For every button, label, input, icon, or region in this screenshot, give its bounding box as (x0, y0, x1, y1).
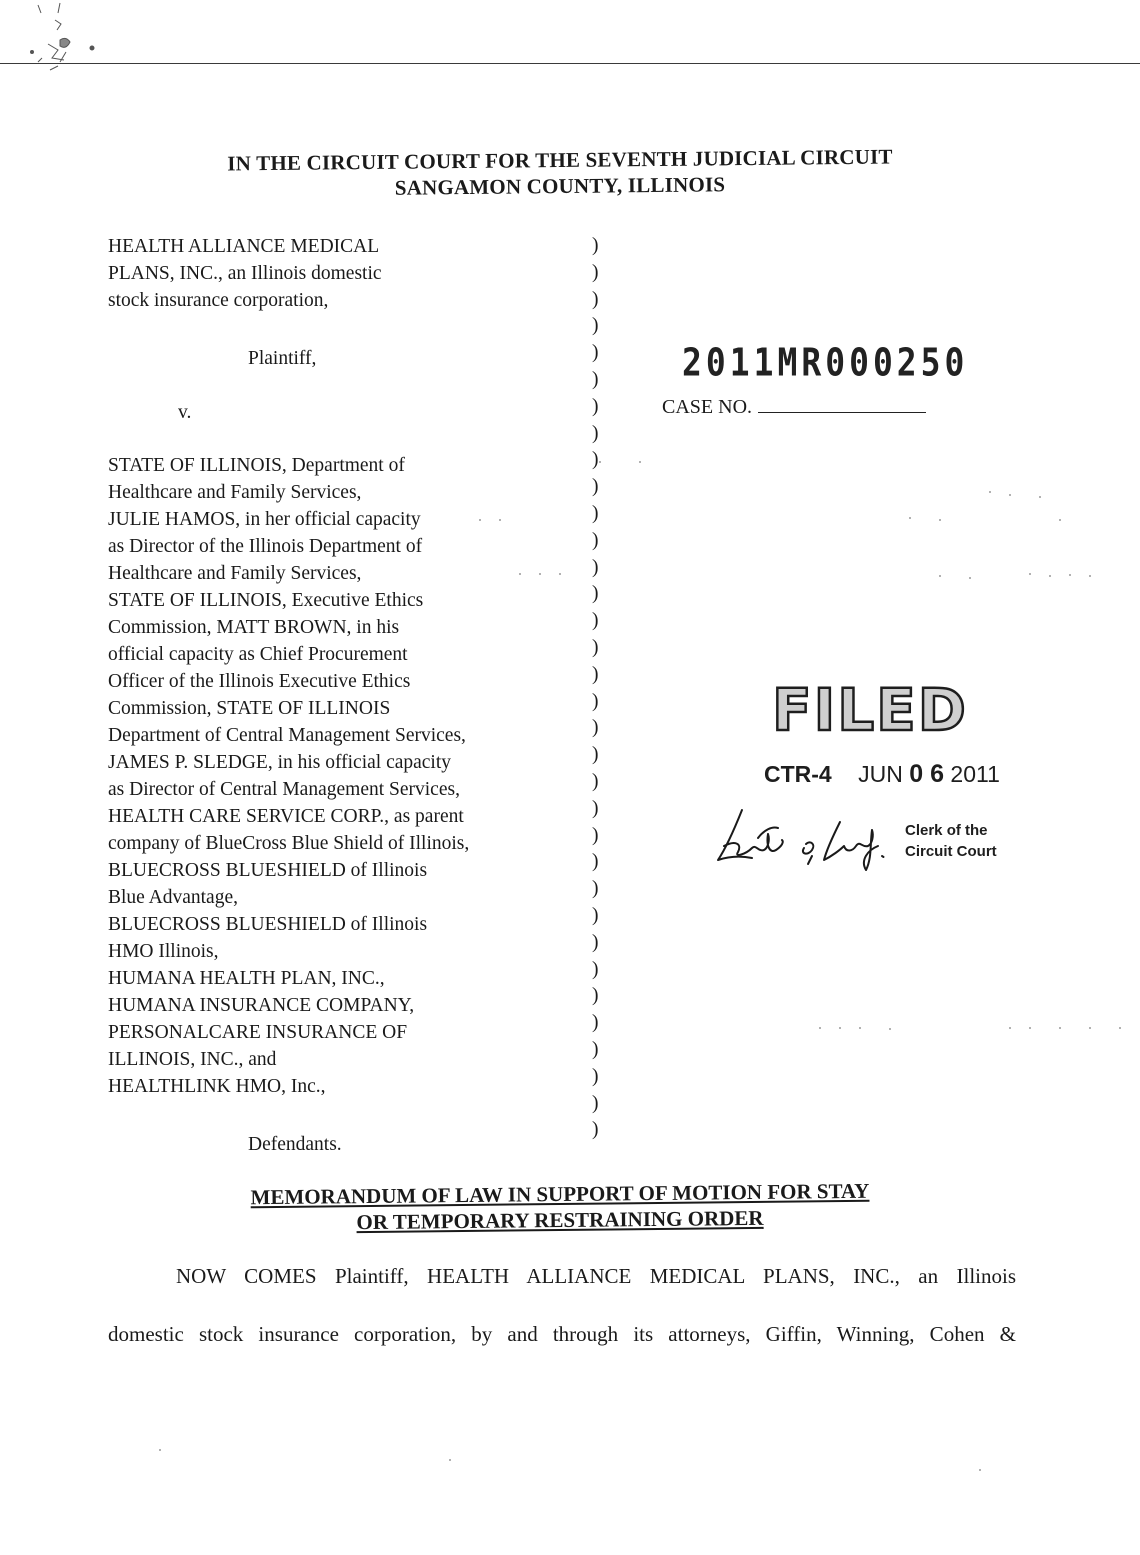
paren: ) (592, 342, 599, 364)
defendant-line: as Director of Central Management Services, (108, 779, 460, 800)
defendant-line: Commission, MATT BROWN, in his (108, 617, 400, 638)
paren: ) (592, 1012, 599, 1034)
defendant-line: Officer of the Illinois Executive Ethics (108, 671, 411, 692)
paren: ) (592, 529, 599, 551)
paren: ) (592, 502, 599, 524)
paren: ) (592, 422, 599, 444)
caption-parenthesis-column (592, 233, 599, 1144)
paren: ) (592, 636, 599, 658)
defendant-line: Blue Advantage, (108, 887, 238, 908)
case-number-stamp: 2011MR000250 (682, 340, 969, 385)
paren: ) (592, 235, 599, 256)
paren: ) (592, 261, 599, 283)
paren: ) (592, 904, 599, 926)
paren: ) (592, 583, 599, 605)
paren: ) (592, 1038, 599, 1060)
paren: ) (592, 851, 599, 873)
plaintiff-line: PLANS, INC., an Illinois domestic (108, 263, 382, 284)
paren: ) (592, 1065, 599, 1087)
defendant-line: STATE OF ILLINOIS, Department of (108, 455, 405, 476)
paren: ) (592, 797, 599, 819)
clerk-label (905, 820, 997, 862)
plaintiff-block (108, 233, 382, 314)
paren: ) (592, 449, 599, 471)
defendant-line: official capacity as Chief Procurement (108, 644, 408, 665)
paren: ) (592, 288, 599, 310)
filed-stamp: FILED (772, 676, 968, 744)
defendant-line: Healthcare and Family Services, (108, 482, 362, 503)
paren: ) (592, 985, 599, 1007)
paren: ) (592, 368, 599, 390)
defendant-line: PERSONALCARE INSURANCE OF (108, 1022, 408, 1043)
versus: v. (178, 402, 192, 423)
paren: ) (592, 1119, 599, 1141)
defendant-line: JAMES P. SLEDGE, in his official capacity (108, 752, 452, 773)
paren: ) (592, 663, 599, 685)
body-paragraph-line-2: domestic stock insurance corporation, by and through its attorneys, Giffin, Winning, Cohen & (108, 1322, 1016, 1346)
plaintiff-line: HEALTH ALLIANCE MEDICAL (108, 236, 380, 257)
defendant-line: HUMANA HEALTH PLAN, INC., (108, 968, 385, 989)
defendant-line: Department of Central Management Services, (108, 725, 466, 746)
paren: ) (592, 717, 599, 739)
defendant-line: as Director of the Illinois Department of (108, 536, 423, 557)
paren: ) (592, 1092, 599, 1114)
filed-stamp-date (764, 760, 1000, 789)
case-no-label: CASE NO. (662, 396, 753, 418)
stamp-day: 0 6 (909, 760, 945, 788)
paren: ) (592, 476, 599, 498)
defendant-line: HUMANA INSURANCE COMPANY, (108, 995, 415, 1016)
paren: ) (592, 824, 599, 846)
defendants-role: Defendants. (248, 1134, 342, 1155)
scan-edge-line (0, 63, 1140, 64)
defendant-line: JULIE HAMOS, in her official capacity (108, 509, 421, 530)
memo-title-line-1: MEMORANDUM OF LAW IN SUPPORT OF MOTION FOR STAY (250, 1178, 870, 1210)
paren: ) (592, 958, 599, 980)
paren: ) (592, 931, 599, 953)
paren: ) (592, 690, 599, 712)
defendant-line: HMO Illinois, (108, 941, 219, 962)
case-no-blank-line (758, 394, 926, 413)
paren: ) (592, 395, 599, 417)
case-no-field (662, 394, 926, 419)
defendant-line: STATE OF ILLINOIS, Executive Ethics (108, 590, 424, 611)
scan-artifact-icon (20, 0, 110, 95)
defendant-line: ILLINOIS, INC., and (108, 1049, 277, 1070)
defendant-line: BLUECROSS BLUESHIELD of Illinois (108, 914, 428, 935)
defendant-line: BLUECROSS BLUESHIELD of Illinois (108, 860, 428, 881)
court-title-line-1: IN THE CIRCUIT COURT FOR THE SEVENTH JUDICIAL CIRCUIT (227, 144, 893, 176)
paren: ) (592, 315, 599, 337)
paren: ) (592, 556, 599, 578)
paren: ) (592, 770, 599, 792)
defendant-line: HEALTHLINK HMO, Inc., (108, 1076, 326, 1097)
defendant-line: HEALTH CARE SERVICE CORP., as parent (108, 806, 464, 827)
clerk-label-line-2: Circuit Court (905, 843, 997, 860)
defendant-line: Commission, STATE OF ILLINOIS (108, 698, 391, 719)
stamp-year: 2011 (950, 761, 1000, 787)
paren: ) (592, 878, 599, 900)
clerk-label-line-1: Clerk of the (905, 822, 988, 839)
plaintiff-role: Plaintiff, (248, 348, 317, 369)
court-title-line-2: SANGAMON COUNTY, ILLINOIS (394, 172, 726, 200)
clerk-signature-icon (712, 800, 897, 878)
memo-title-line-2: OR TEMPORARY RESTRAINING ORDER (356, 1205, 764, 1235)
stamp-ctr: CTR-4 (764, 761, 832, 787)
paren: ) (592, 610, 599, 632)
plaintiff-line: stock insurance corporation, (108, 290, 329, 311)
paren: ) (592, 744, 599, 766)
stamp-month: JUN (858, 761, 903, 787)
defendants-block (108, 452, 469, 1100)
defendant-line: company of BlueCross Blue Shield of Illinois, (108, 833, 470, 854)
defendant-line: Healthcare and Family Services, (108, 563, 362, 584)
body-paragraph-line-1: NOW COMES Plaintiff, HEALTH ALLIANCE MEDICAL PLANS, INC., an Illinois (176, 1264, 1016, 1288)
